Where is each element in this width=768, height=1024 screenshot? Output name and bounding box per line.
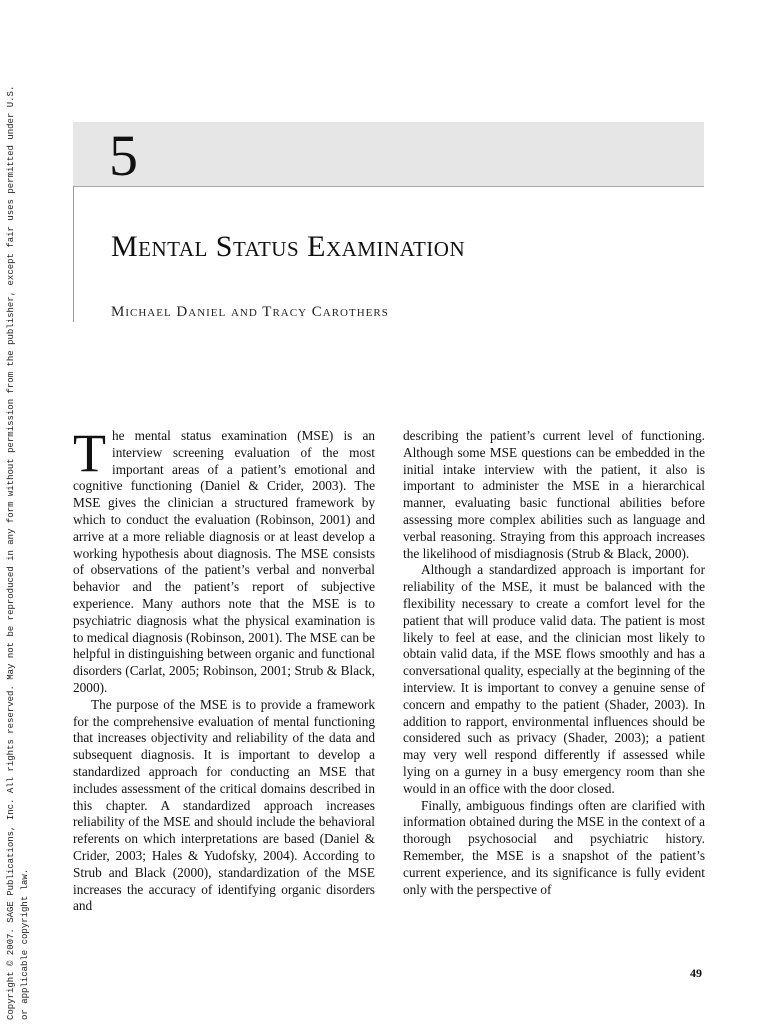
page-number: 49	[690, 966, 702, 980]
chapter-authors: Michael Daniel and Tracy Carothers	[111, 304, 389, 320]
copyright-notice	[4, 60, 32, 1020]
body-column-right	[403, 428, 705, 898]
body-column-left	[73, 423, 375, 915]
paragraph: describing the patient’s current level of functioning. Although some MSE questions can be embedded in the initial intake interview with the patient, it also is important to administer the MSE in a hierarchical manner, evaluating basic functional abilities before assessing more complex abilities such as language and verbal reasoning. Straying from this approach increases the likelihood of misdiagnosis (Strub & Black, 2000).	[403, 428, 705, 561]
chapter-divider-rule	[73, 186, 74, 322]
paragraph	[73, 423, 375, 697]
chapter-header-band	[73, 122, 704, 187]
copyright-notice-line-1: Copyright © 2007. SAGE Publications, Inc. All rights reserved. May not be reproduced in any form without permission from the publisher, except fair uses permitted under U.S.	[6, 85, 16, 1020]
drop-cap: T	[73, 423, 106, 483]
paragraph: Finally, ambiguous findings often are clarified with information obtained during the MSE in the context of a thorough psychosocial and psychiatric history. Remember, the MSE is a snapshot of the patient’s current experience, and its significance is fully evident only with the perspective of	[403, 797, 705, 897]
chapter-title: Mental Status Examination	[111, 230, 466, 263]
paragraph: Although a standardized approach is important for reliability of the MSE, it must be balanced with the flexibility necessary to create a comfort level for the patient that will produce valid data. The patient is most likely to feel at ease, and the clinician most likely to obtain valid data, if the MSE flows smoothly and has a conversational quality, especially at the beginning of the interview. It is important to convey a genuine sense of concern and empathy to the patient (Shader, 2003). In addition to rapport, environmental influences should be considered such as privacy (Shader, 2003); a patient may very well respond differently if assessed while lying on a gurney in a busy emergency room than she would in an office with the door closed.	[403, 562, 705, 796]
paragraph: The purpose of the MSE is to provide a framework for the comprehensive evaluation of mental functioning that increases objectivity and reliability of the data and subsequent diagnosis. It is important to develop a standardized approach for conducting an MSE that includes assessment of the critical domains described in this chapter. A standardized approach increases reliability of the MSE and should include the behavioral referents on which interpretations are based (Daniel & Crider, 2003; Hales & Yudofsky, 2004). According to Strub and Black (2000), standardization of the MSE increases the accuracy of identifying organic disorders and	[73, 696, 375, 914]
paragraph-text: he mental status examination (MSE) is an interview screening evaluation of the most important areas of a patient’s emotional and cognitive functioning (Daniel & Crider, 2003). The MSE gives the clinician a structured framework by which to conduct the evaluation (Robinson, 2001) and arrive at a more reliable diagnosis or at least develop a working hypothesis about diagnosis. The MSE consists of observations of the patient’s verbal and nonverbal behavior and the patient’s report of subjective experience. Many authors note that the MSE is to psychiatric diagnosis what the physical examination is to medical diagnosis (Robinson, 2001). The MSE can be helpful in distinguishing between organic and functional disorders (Carlat, 2005; Robinson, 2001; Strub & Black, 2000).	[73, 428, 375, 695]
copyright-notice-line-2: or applicable copyright law.	[20, 868, 30, 1020]
chapter-number: 5	[109, 123, 138, 188]
